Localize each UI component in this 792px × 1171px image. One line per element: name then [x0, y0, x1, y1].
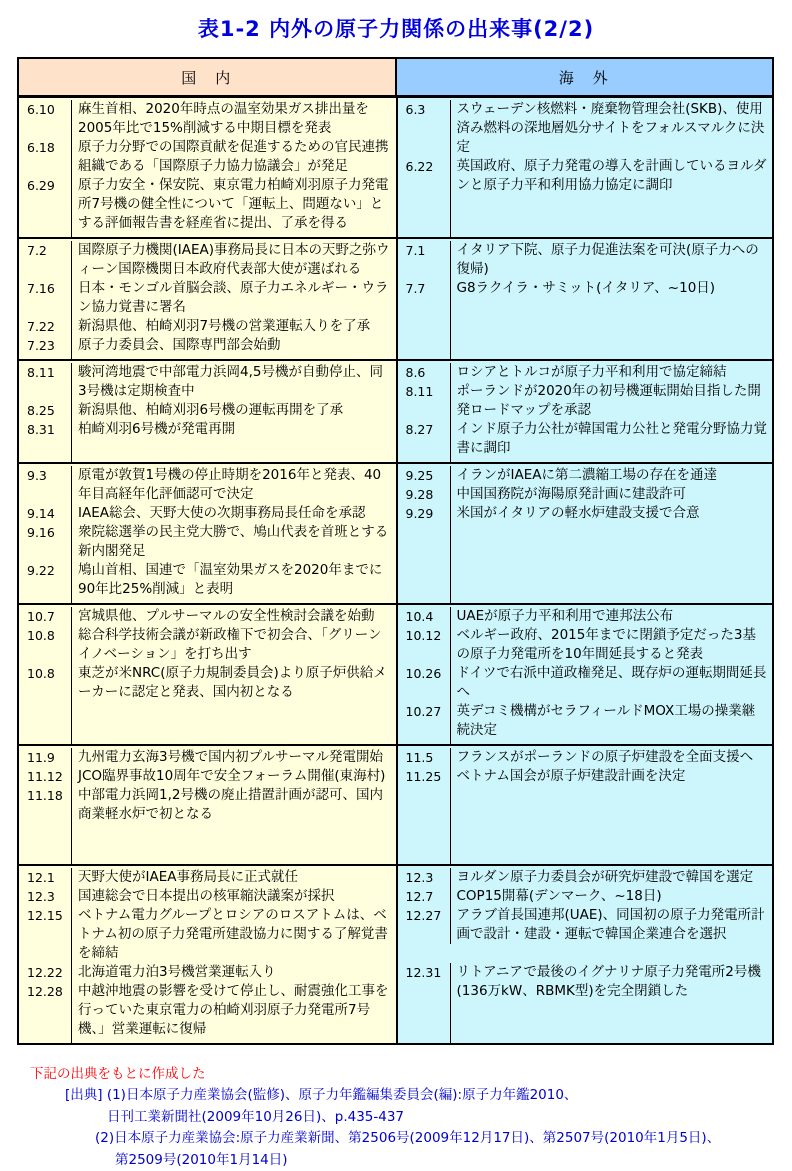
- event-entry: [398, 466, 773, 485]
- event-date: 10.26: [398, 664, 450, 702]
- event-text: 英デコミ機構がセラフィールドMOX工場の操業継続決定: [450, 702, 773, 740]
- event-text: イランがIAEAに第二濃縮工場の存在を通達: [450, 466, 773, 485]
- domestic-cell: [19, 239, 396, 359]
- filler-text: [450, 786, 773, 864]
- event-text: フランスがポーランドの原子炉建設を全面支援へ: [450, 748, 773, 767]
- table-group-row: [19, 864, 772, 1043]
- event-date: 10.8: [19, 664, 71, 702]
- event-date: 10.7: [19, 607, 71, 626]
- cell-filler: [19, 824, 396, 864]
- filler-date: [398, 458, 450, 462]
- event-date: 11.18: [19, 786, 71, 824]
- filler-date: [398, 195, 450, 237]
- event-entry: [19, 317, 396, 336]
- cell-filler: [398, 1001, 773, 1043]
- overseas-cell: [396, 361, 773, 462]
- event-date: 8.6: [398, 363, 450, 382]
- event-date: 7.1: [398, 241, 450, 279]
- event-text: 国連総会で日本提出の核軍縮決議案が採択: [71, 887, 396, 906]
- event-text: 駿河湾地震で中部電力浜岡4,5号機が自動停止、同3号機は定期検査中: [71, 363, 396, 401]
- event-text: 九州電力玄海3号機で国内初プルサーマル発電開始: [71, 748, 396, 767]
- domestic-cell: [19, 361, 396, 462]
- domestic-cell: [19, 98, 396, 237]
- filler-date: [398, 740, 450, 744]
- event-entry: [19, 138, 396, 176]
- note-text: 下記の出典をもとに作成した: [30, 1062, 792, 1082]
- event-entry: [19, 176, 396, 233]
- event-date: 11.9: [19, 748, 71, 767]
- event-entry: [19, 963, 396, 982]
- event-date: 12.1: [19, 868, 71, 887]
- table-group-row: [19, 603, 772, 744]
- source-list: [65, 1085, 792, 1171]
- overseas-cell: [396, 464, 773, 603]
- event-entry: [19, 561, 396, 599]
- filler-text: [71, 355, 396, 359]
- event-entry: [19, 906, 396, 963]
- filler-date: [19, 1039, 71, 1043]
- event-text: 柏崎刈羽6号機が発電再開: [71, 420, 396, 439]
- table-group-row: [19, 98, 772, 237]
- event-date: 9.25: [398, 466, 450, 485]
- table-group-row: [19, 744, 772, 864]
- event-entry: [398, 868, 773, 887]
- domestic-cell: [19, 866, 396, 1043]
- event-text: イタリア下院、原子力促進法案を可決(原子力への復帰): [450, 241, 773, 279]
- filler-text: [450, 740, 773, 744]
- event-entry: [398, 157, 773, 195]
- event-date: 6.18: [19, 138, 71, 176]
- event-text: 北海道電力泊3号機営業運転入り: [71, 963, 396, 982]
- event-text: 麻生首相、2020年時点の温室効果ガス排出量を2005年比で15%削減する中期目標を発表: [71, 100, 396, 138]
- event-text: ロシアとトルコが原子力平和利用で協定締結: [450, 363, 773, 382]
- event-date: 9.28: [398, 485, 450, 504]
- event-entry: [19, 664, 396, 702]
- event-text: スウェーデン核燃料・廃棄物管理会社(SKB)、使用済み燃料の深地層処分サイトをフォルスマルクに決定: [450, 100, 773, 157]
- event-text: 新潟県他、柏崎刈羽7号機の営業運転入りを了承: [71, 317, 396, 336]
- filler-text: [71, 439, 396, 462]
- event-entry: [19, 504, 396, 523]
- event-date: 9.3: [19, 466, 71, 504]
- event-date: 9.29: [398, 504, 450, 523]
- cell-filler: [19, 355, 396, 359]
- event-entry: [19, 982, 396, 1039]
- filler-date: [19, 702, 71, 744]
- event-date: 11.5: [398, 748, 450, 767]
- source-line: 第2509号(2010年1月14日): [115, 1150, 792, 1171]
- domestic-cell: [19, 464, 396, 603]
- events-table: [17, 57, 774, 1045]
- event-text: 日本・モンゴル首脳会談、原子力エネルギー・ウラン協力覚書に署名: [71, 279, 396, 317]
- filler-text: [450, 523, 773, 603]
- event-text: ドイツで右派中道政権発足、既存炉の運転期間延長へ: [450, 664, 773, 702]
- filler-date: [19, 599, 71, 603]
- filler-text: [450, 458, 773, 462]
- cell-filler: [19, 1039, 396, 1043]
- event-date: 7.22: [19, 317, 71, 336]
- event-text: 原子力安全・保安院、東京電力柏崎刈羽原子力発電所7号機の健全性について「運転上、問題ない」とする評価報告書を経産省に提出、了承を得る: [71, 176, 396, 233]
- source-line: 日刊工業新聞社(2009年10月26日)、p.435-437: [107, 1107, 792, 1129]
- overseas-cell: [396, 746, 773, 864]
- event-entry: [398, 664, 773, 702]
- event-entry: [398, 420, 773, 458]
- event-date: 12.22: [19, 963, 71, 982]
- event-entry: [19, 363, 396, 401]
- event-date: 12.31: [398, 963, 450, 1001]
- event-date: 9.22: [19, 561, 71, 599]
- domestic-cell: [19, 746, 396, 864]
- event-text: 宮城県他、プルサーマルの安全性検討会議を始動: [71, 607, 396, 626]
- event-text: 鳩山首相、国連で「温室効果ガスを2020年までに90年比25%削減」と表明: [71, 561, 396, 599]
- filler-text: [450, 195, 773, 237]
- filler-text: [71, 599, 396, 603]
- event-entry: [19, 279, 396, 317]
- event-date: 8.11: [398, 382, 450, 420]
- event-entry: [19, 868, 396, 887]
- event-date: 10.8: [19, 626, 71, 664]
- event-date: 6.10: [19, 100, 71, 138]
- event-entry: [398, 504, 773, 523]
- header-cell-domestic: 国 内: [19, 59, 395, 95]
- overseas-cell: [396, 866, 773, 1043]
- event-date: 8.25: [19, 401, 71, 420]
- event-entry: [19, 626, 396, 664]
- event-entry: [19, 241, 396, 279]
- event-date: 11.12: [19, 767, 71, 786]
- event-date: 12.27: [398, 906, 450, 944]
- filler-text: [71, 233, 396, 237]
- event-text: 英国政府、原子力発電の導入を計画しているヨルダンと原子力平和利用協力協定に調印: [450, 157, 773, 195]
- event-date: 7.16: [19, 279, 71, 317]
- event-text: 原子力分野での国際貢献を促進するための官民連携組織である「国際原子力協力協議会」が発足: [71, 138, 396, 176]
- cell-filler: [19, 233, 396, 237]
- event-entry: [19, 466, 396, 504]
- table-group-row: [19, 462, 772, 603]
- event-date: 8.27: [398, 420, 450, 458]
- events-table-body: [19, 98, 772, 1043]
- event-date: 6.29: [19, 176, 71, 233]
- event-date: 11.25: [398, 767, 450, 786]
- filler-date: [19, 439, 71, 462]
- overseas-cell: [396, 239, 773, 359]
- event-entry: [19, 336, 396, 355]
- event-text: 原電が敦賀1号機の停止時期を2016年と発表、40年目高経年化評価認可で決定: [71, 466, 396, 504]
- event-entry: [398, 279, 773, 298]
- event-date: 7.23: [19, 336, 71, 355]
- event-text: 新潟県他、柏崎刈羽6号機の運転再開を了承: [71, 401, 396, 420]
- filler-date: [19, 355, 71, 359]
- filler-date: [398, 786, 450, 864]
- event-date: 6.3: [398, 100, 450, 157]
- event-date: 12.3: [398, 868, 450, 887]
- event-text: ベルギー政府、2015年までに閉鎖予定だった3基の原子力発電所を10年間延長すると発表: [450, 626, 773, 664]
- event-entry: [19, 401, 396, 420]
- event-text: ベトナム電力グループとロシアのロスアトムは、ベトナム初の原子力発電所建設協力に関する了解覚書を締結: [71, 906, 396, 963]
- filler-date: [19, 824, 71, 864]
- event-date: 8.11: [19, 363, 71, 401]
- filler-text: [450, 298, 773, 359]
- event-text: JCO臨界事故10周年で安全フォーラム開催(東海村): [71, 767, 396, 786]
- event-entry: [398, 906, 773, 944]
- event-text: ヨルダン原子力委員会が研究炉建設で韓国を選定: [450, 868, 773, 887]
- event-date: 7.7: [398, 279, 450, 298]
- event-date: 9.16: [19, 523, 71, 561]
- event-text: 中国国務院が海陽原発計画に建設許可: [450, 485, 773, 504]
- event-text: UAEが原子力平和利用で連邦法公布: [450, 607, 773, 626]
- page-title: 表1-2 内外の原子力関係の出来事(2/2): [0, 0, 792, 43]
- event-entry: [398, 382, 773, 420]
- event-entry: [19, 100, 396, 138]
- event-text: 中部電力浜岡1,2号機の廃止措置計画が認可、国内商業軽水炉で初となる: [71, 786, 396, 824]
- event-date: 12.3: [19, 887, 71, 906]
- cell-filler: [398, 195, 773, 237]
- event-entry: [19, 786, 396, 824]
- event-date: 12.15: [19, 906, 71, 963]
- event-text: COP15開幕(デンマーク、~18日): [450, 887, 773, 906]
- event-entry: [19, 420, 396, 439]
- event-entry: [398, 100, 773, 157]
- cell-filler: [398, 786, 773, 864]
- event-text: 東芝が米NRC(原子力規制委員会)より原子炉供給メーカーに認定と発表、国内初となる: [71, 664, 396, 702]
- cell-filler: [19, 439, 396, 462]
- event-text: G8ラクイラ・サミット(イタリア、~10日): [450, 279, 773, 298]
- filler-date: [398, 298, 450, 359]
- event-text: リトアニアで最後のイグナリナ原子力発電所2号機(136万kW、RBMK型)を完全閉鎖した: [450, 963, 773, 1001]
- event-entry: [398, 626, 773, 664]
- filler-date: [19, 233, 71, 237]
- cell-filler: [19, 599, 396, 603]
- header-cell-overseas: 海 外: [395, 59, 773, 95]
- event-date: 9.14: [19, 504, 71, 523]
- event-entry: [398, 607, 773, 626]
- filler-text: [71, 1039, 396, 1043]
- event-text: 原子力委員会、国際専門部会始動: [71, 336, 396, 355]
- source-line: [出典] (1)日本原子力産業協会(監修)、原子力年鑑編集委員会(編):原子力年鑑2010、: [65, 1085, 792, 1107]
- event-entry: [398, 748, 773, 767]
- event-entry: [398, 485, 773, 504]
- event-text: 天野大使がIAEA事務局長に正式就任: [71, 868, 396, 887]
- event-entry: [19, 748, 396, 767]
- event-entry: [398, 363, 773, 382]
- cell-filler: [398, 298, 773, 359]
- event-entry: [19, 887, 396, 906]
- cell-filler: [398, 458, 773, 462]
- event-date: 10.27: [398, 702, 450, 740]
- event-text: 国際原子力機関(IAEA)事務局長に日本の天野之弥ウィーン国際機関日本政府代表部大使が選ばれる: [71, 241, 396, 279]
- event-text: アラブ首長国連邦(UAE)、同国初の原子力発電所計画で設計・建設・運転で韓国企業連合を選択: [450, 906, 773, 944]
- filler-text: [71, 702, 396, 744]
- event-entry: [398, 241, 773, 279]
- event-entry: [19, 523, 396, 561]
- event-entry: [398, 767, 773, 786]
- filler-text: [450, 1001, 773, 1043]
- event-text: 総合科学技術会議が新政権下で初会合、「グリーンイノベーション」を打ち出す: [71, 626, 396, 664]
- source-line: (2)日本原子力産業協会:原子力産業新聞、第2506号(2009年12月17日)、第2507号(2010年1月5日)、: [95, 1128, 792, 1150]
- event-date: 10.4: [398, 607, 450, 626]
- event-text: 米国がイタリアの軽水炉建設支援で合意: [450, 504, 773, 523]
- event-date: 6.22: [398, 157, 450, 195]
- domestic-cell: [19, 605, 396, 744]
- event-date: 12.7: [398, 887, 450, 906]
- event-entry: [398, 702, 773, 740]
- filler-text: [71, 824, 396, 864]
- overseas-cell: [396, 605, 773, 744]
- filler-date: [398, 1001, 450, 1043]
- event-text: インド原子力公社が韓国電力公社と発電分野協力覚書に調印: [450, 420, 773, 458]
- event-date: 7.2: [19, 241, 71, 279]
- event-entry: [19, 607, 396, 626]
- cell-filler: [398, 523, 773, 603]
- event-text: 中越沖地震の影響を受けて停止し、耐震強化工事を行っていた東京電力の柏崎刈羽原子力発電所7号機、」営業運転に復帰: [71, 982, 396, 1039]
- event-date: 12.28: [19, 982, 71, 1039]
- event-entry: [19, 767, 396, 786]
- table-group-row: [19, 359, 772, 462]
- event-entry: [398, 887, 773, 906]
- event-entry: [398, 963, 773, 1001]
- cell-filler: [398, 740, 773, 744]
- event-text: 衆院総選挙の民主党大勝で、鳩山代表を首班とする新内閣発足: [71, 523, 396, 561]
- event-text: ベトナム国会が原子炉建設計画を決定: [450, 767, 773, 786]
- table-header-row: [19, 59, 772, 98]
- event-text: IAEA総会、天野大使の次期事務局長任命を承認: [71, 504, 396, 523]
- table-group-row: [19, 237, 772, 359]
- overseas-cell: [396, 98, 773, 237]
- event-text: ポーランドが2020年の初号機運転開始目指した開発ロードマップを承認: [450, 382, 773, 420]
- event-date: 8.31: [19, 420, 71, 439]
- cell-filler: [19, 702, 396, 744]
- event-date: 10.12: [398, 626, 450, 664]
- filler-date: [398, 523, 450, 603]
